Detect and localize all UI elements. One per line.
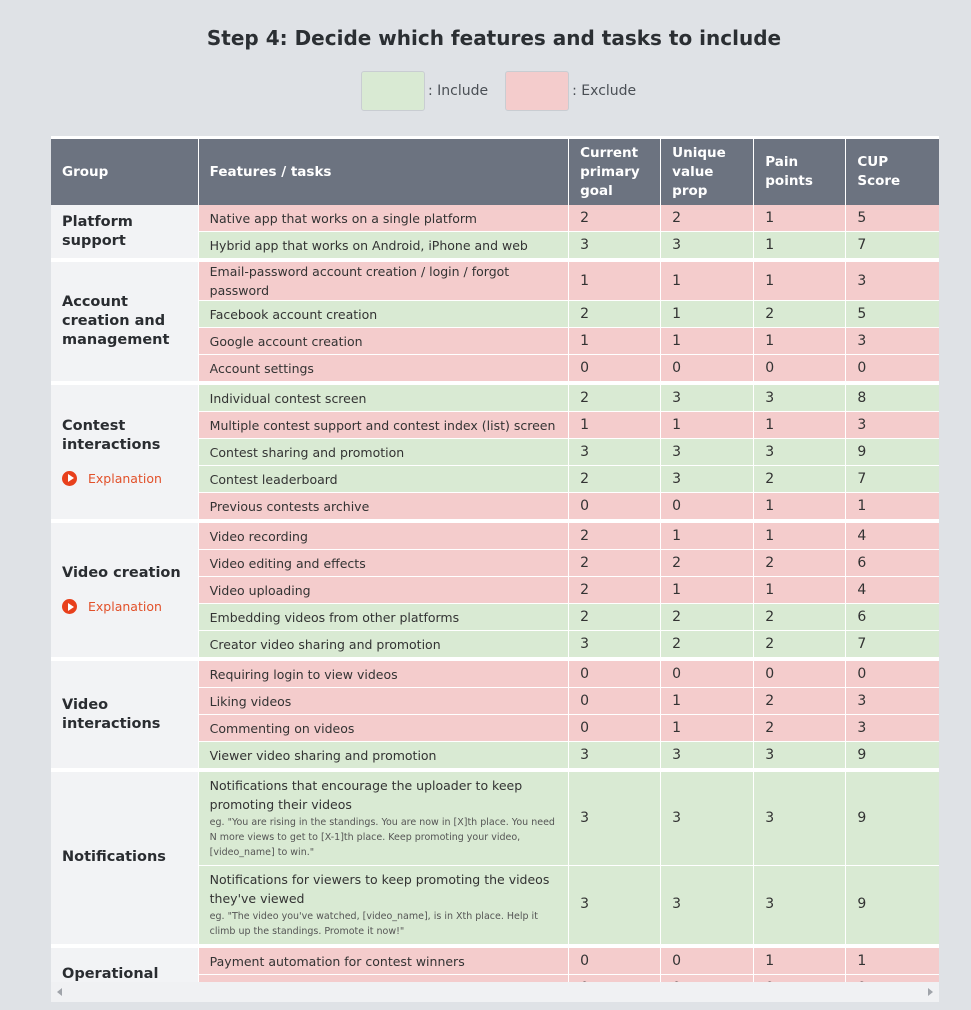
pain-points-value: 1 xyxy=(754,232,846,261)
current-primary-goal-value: 3 xyxy=(569,439,661,466)
cup-score-value: 8 xyxy=(846,383,939,412)
group-cell xyxy=(51,205,198,260)
feature-name: Viewer video sharing and promotion xyxy=(209,747,437,763)
pain-points-value: 3 xyxy=(754,770,846,866)
pain-points-value: 3 xyxy=(754,742,846,771)
cup-score-value: 0 xyxy=(846,355,939,384)
feature-cell xyxy=(198,742,568,771)
header-features: Features / tasks xyxy=(198,138,568,206)
group-name: Platform support xyxy=(62,213,133,249)
current-primary-goal-value: 1 xyxy=(569,412,661,439)
current-primary-goal-value: 0 xyxy=(569,355,661,384)
pain-points-value: 1 xyxy=(754,946,846,975)
cup-score-value: 7 xyxy=(846,631,939,660)
table-row xyxy=(51,260,939,301)
current-primary-goal-value: 3 xyxy=(569,232,661,261)
pain-points-value: 2 xyxy=(754,688,846,715)
exclude-legend-label: : Exclude xyxy=(572,83,637,99)
pain-points-value: 3 xyxy=(754,866,846,947)
pain-points-value: 1 xyxy=(754,493,846,522)
feature-name: Notifications for viewers to keep promoting the videos they've viewed xyxy=(209,872,550,906)
cup-score-value: 3 xyxy=(846,715,939,742)
feature-cell xyxy=(198,659,568,688)
header-current-primary-goal: Current primary goal xyxy=(569,138,661,206)
feature-name: Email-password account creation / login / forgot password xyxy=(209,264,510,298)
unique-value-prop-value: 1 xyxy=(661,688,754,715)
cup-score-value: 4 xyxy=(846,521,939,550)
pain-points-value: 2 xyxy=(754,715,846,742)
unique-value-prop-value: 3 xyxy=(661,466,754,493)
current-primary-goal-value: 3 xyxy=(569,866,661,947)
cup-score-value: 9 xyxy=(846,770,939,866)
unique-value-prop-value: 0 xyxy=(661,659,754,688)
cup-score-value: 3 xyxy=(846,688,939,715)
unique-value-prop-value: 3 xyxy=(661,742,754,771)
current-primary-goal-value: 2 xyxy=(569,301,661,328)
header-group: Group xyxy=(51,138,198,206)
features-table-container[interactable] xyxy=(51,136,939,1001)
unique-value-prop-value: 3 xyxy=(661,232,754,261)
unique-value-prop-value: 1 xyxy=(661,715,754,742)
current-primary-goal-value: 1 xyxy=(569,328,661,355)
unique-value-prop-value: 0 xyxy=(661,493,754,522)
unique-value-prop-value: 3 xyxy=(661,866,754,947)
current-primary-goal-value: 2 xyxy=(569,205,661,232)
include-swatch xyxy=(361,71,425,111)
group-name: Operational xyxy=(62,966,159,982)
feature-name: Commenting on videos xyxy=(209,720,355,736)
cup-score-value: 6 xyxy=(846,604,939,631)
unique-value-prop-value: 3 xyxy=(661,383,754,412)
unique-value-prop-value: 2 xyxy=(661,205,754,232)
current-primary-goal-value: 2 xyxy=(569,550,661,577)
table-row xyxy=(51,770,939,866)
group-name: Video creation xyxy=(62,565,181,581)
feature-name: Hybrid app that works on Android, iPhone and web xyxy=(209,237,528,253)
feature-cell xyxy=(198,493,568,522)
pain-points-value: 3 xyxy=(754,439,846,466)
feature-cell xyxy=(198,577,568,604)
group-cell xyxy=(51,659,198,770)
play-icon[interactable] xyxy=(62,471,77,486)
unique-value-prop-value: 1 xyxy=(661,328,754,355)
unique-value-prop-value: 1 xyxy=(661,260,754,301)
group-cell xyxy=(51,383,198,521)
feature-cell xyxy=(198,355,568,384)
current-primary-goal-value: 0 xyxy=(569,659,661,688)
cup-score-value: 9 xyxy=(846,742,939,771)
current-primary-goal-value: 3 xyxy=(569,742,661,771)
play-icon[interactable] xyxy=(62,599,77,614)
feature-name: Native app that works on a single platform xyxy=(209,210,477,226)
feature-name: Individual contest screen xyxy=(209,390,367,406)
explanation-link[interactable] xyxy=(62,597,187,616)
unique-value-prop-value: 1 xyxy=(661,577,754,604)
cup-score-value: 0 xyxy=(846,659,939,688)
feature-cell xyxy=(198,328,568,355)
include-legend-label: : Include xyxy=(428,83,489,99)
feature-name: Google account creation xyxy=(209,333,363,349)
pain-points-value: 1 xyxy=(754,577,846,604)
feature-cell xyxy=(198,412,568,439)
feature-cell xyxy=(198,550,568,577)
feature-name: Embedding videos from other platforms xyxy=(209,609,460,625)
cup-score-value: 1 xyxy=(846,493,939,522)
pain-points-value: 2 xyxy=(754,466,846,493)
pain-points-value: 0 xyxy=(754,659,846,688)
legend xyxy=(361,71,636,111)
cup-score-value: 5 xyxy=(846,205,939,232)
feature-name: Contest leaderboard xyxy=(209,471,338,487)
feature-name: Creator video sharing and promotion xyxy=(209,636,441,652)
feature-cell xyxy=(198,521,568,550)
current-primary-goal-value: 0 xyxy=(569,688,661,715)
feature-name: Requiring login to view videos xyxy=(209,666,398,682)
table-row xyxy=(51,205,939,232)
feature-example: eg. "You are rising in the standings. You are now in [X]th place. You need N more views to get to [X-1]th place. Keep promoting your video, [video_name] to win." xyxy=(209,817,555,858)
cup-score-value: 6 xyxy=(846,550,939,577)
feature-cell xyxy=(198,631,568,660)
pain-points-value: 1 xyxy=(754,260,846,301)
current-primary-goal-value: 2 xyxy=(569,577,661,604)
pain-points-value: 1 xyxy=(754,521,846,550)
current-primary-goal-value: 3 xyxy=(569,631,661,660)
cup-score-value: 3 xyxy=(846,260,939,301)
feature-cell xyxy=(198,688,568,715)
table-row xyxy=(51,521,939,550)
unique-value-prop-value: 0 xyxy=(661,355,754,384)
feature-name: Notifications that encourage the uploader to keep promoting their videos xyxy=(209,778,523,812)
current-primary-goal-value: 2 xyxy=(569,383,661,412)
current-primary-goal-value: 0 xyxy=(569,493,661,522)
page-title: Step 4: Decide which features and tasks to include xyxy=(206,26,782,50)
current-primary-goal-value: 2 xyxy=(569,466,661,493)
cup-score-value: 9 xyxy=(846,439,939,466)
feature-cell xyxy=(198,205,568,232)
unique-value-prop-value: 0 xyxy=(661,946,754,975)
table-row xyxy=(51,946,939,975)
feature-name: Facebook account creation xyxy=(209,306,378,322)
current-primary-goal-value: 3 xyxy=(569,770,661,866)
pain-points-value: 3 xyxy=(754,383,846,412)
scroll-left-icon[interactable] xyxy=(57,988,62,996)
group-cell xyxy=(51,260,198,383)
feature-cell xyxy=(198,301,568,328)
scroll-right-icon[interactable] xyxy=(928,988,933,996)
header-cup-score: CUP Score xyxy=(846,138,939,206)
feature-name: Previous contests archive xyxy=(209,498,370,514)
feature-cell xyxy=(198,866,568,947)
group-name: Notifications xyxy=(62,849,166,865)
pain-points-value: 1 xyxy=(754,412,846,439)
explanation-link[interactable] xyxy=(62,469,187,488)
table-header-row xyxy=(51,138,939,206)
feature-name: Video uploading xyxy=(209,582,311,598)
current-primary-goal-value: 2 xyxy=(569,521,661,550)
feature-cell xyxy=(198,604,568,631)
feature-cell xyxy=(198,946,568,975)
pain-points-value: 2 xyxy=(754,631,846,660)
pain-points-value: 2 xyxy=(754,550,846,577)
feature-cell xyxy=(198,770,568,866)
unique-value-prop-value: 2 xyxy=(661,631,754,660)
current-primary-goal-value: 2 xyxy=(569,604,661,631)
feature-cell xyxy=(198,232,568,261)
unique-value-prop-value: 2 xyxy=(661,604,754,631)
feature-cell xyxy=(198,715,568,742)
pain-points-value: 2 xyxy=(754,301,846,328)
cup-score-value: 7 xyxy=(846,466,939,493)
feature-name: Account settings xyxy=(209,360,314,376)
group-name: Video interactions xyxy=(62,696,161,732)
feature-cell xyxy=(198,439,568,466)
feature-name: Contest sharing and promotion xyxy=(209,444,405,460)
cup-score-value: 5 xyxy=(846,301,939,328)
feature-example: eg. "The video you've watched, [video_name], is in Xth place. Help it climb up the standings. Promote it now!" xyxy=(209,911,538,937)
explanation-label[interactable]: Explanation xyxy=(88,470,162,486)
cup-score-value: 9 xyxy=(846,866,939,947)
feature-name: Video editing and effects xyxy=(209,555,366,571)
unique-value-prop-value: 1 xyxy=(661,521,754,550)
pain-points-value: 0 xyxy=(754,355,846,384)
feature-cell xyxy=(198,260,568,301)
pain-points-value: 1 xyxy=(754,328,846,355)
cup-score-value: 7 xyxy=(846,232,939,261)
current-primary-goal-value: 0 xyxy=(569,946,661,975)
pain-points-value: 1 xyxy=(754,205,846,232)
cup-score-value: 4 xyxy=(846,577,939,604)
cup-score-value: 3 xyxy=(846,412,939,439)
horizontal-scrollbar[interactable] xyxy=(51,982,939,1002)
group-name: Contest interactions xyxy=(62,417,161,453)
table-row xyxy=(51,659,939,688)
feature-name: Multiple contest support and contest index (list) screen xyxy=(209,417,556,433)
explanation-label[interactable]: Explanation xyxy=(88,599,162,614)
pain-points-value: 2 xyxy=(754,604,846,631)
feature-cell xyxy=(198,383,568,412)
unique-value-prop-value: 1 xyxy=(661,412,754,439)
unique-value-prop-value: 3 xyxy=(661,439,754,466)
header-unique-value-prop: Unique value prop xyxy=(661,138,754,206)
feature-name: Payment automation for contest winners xyxy=(209,953,465,969)
features-table xyxy=(51,136,939,1001)
current-primary-goal-value: 0 xyxy=(569,715,661,742)
feature-name: Video recording xyxy=(209,528,308,544)
feature-cell xyxy=(198,466,568,493)
current-primary-goal-value: 1 xyxy=(569,260,661,301)
unique-value-prop-value: 3 xyxy=(661,770,754,866)
group-cell xyxy=(51,521,198,659)
feature-name: Liking videos xyxy=(209,693,292,709)
unique-value-prop-value: 1 xyxy=(661,301,754,328)
table-row xyxy=(51,383,939,412)
exclude-swatch xyxy=(505,71,569,111)
unique-value-prop-value: 2 xyxy=(661,550,754,577)
header-pain-points: Pain points xyxy=(754,138,846,206)
cup-score-value: 3 xyxy=(846,328,939,355)
group-cell xyxy=(51,770,198,946)
group-name: Account creation and management xyxy=(62,294,170,348)
cup-score-value: 1 xyxy=(846,946,939,975)
